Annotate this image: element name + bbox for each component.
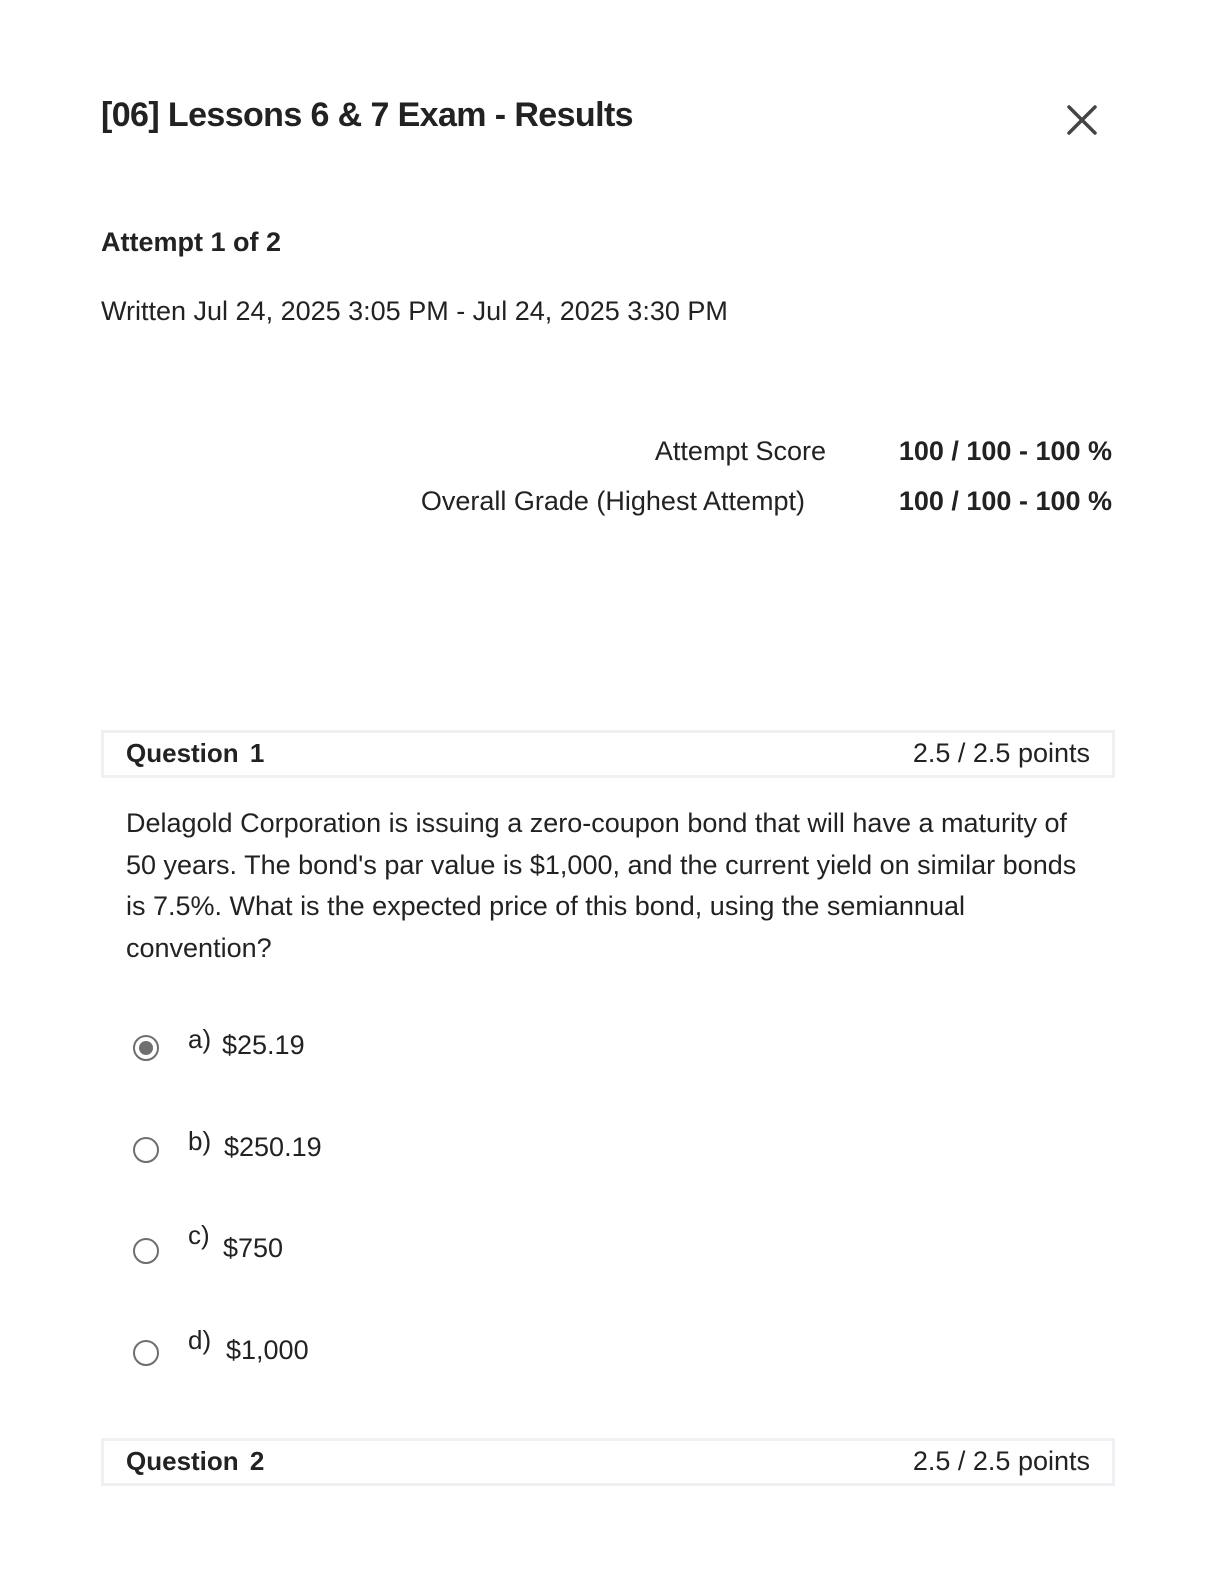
attempt-score-label: Attempt Score [654, 436, 826, 466]
answer-option-b[interactable] [130, 1126, 530, 1176]
overall-grade-label: Overall Grade (Highest Attempt) [420, 486, 805, 516]
attempt-score-value: 100 / 100 - 100 % [898, 436, 1112, 466]
option-letter: c) [188, 1220, 210, 1250]
option-letter: a) [188, 1024, 212, 1054]
question-points: 2.5 / 2.5 points [912, 738, 1090, 768]
question-title: Question 2 [126, 1446, 265, 1476]
attempt-heading: Attempt 1 of 2 [101, 227, 282, 257]
question-1-header [101, 730, 1115, 778]
option-letter: b) [188, 1126, 212, 1156]
overall-grade-value: 100 / 100 - 100 % [898, 486, 1112, 516]
question-2-header [101, 1438, 1115, 1486]
written-timestamp: Written Jul 24, 2025 3:05 PM - Jul 24, 2025 3:30 PM [101, 296, 728, 326]
option-text: $1,000 [226, 1335, 309, 1365]
radio-unselected-icon[interactable] [133, 1340, 159, 1366]
answer-option-c[interactable] [130, 1220, 530, 1277]
option-text: $25.19 [222, 1030, 305, 1060]
radio-selected-icon[interactable] [133, 1035, 159, 1061]
radio-unselected-icon[interactable] [133, 1238, 159, 1264]
option-text: $250.19 [224, 1132, 322, 1162]
question-text: Delagold Corporation is issuing a zero-coupon bond that will have a maturity of 50 years. The bond's par value is $1,000, and the current yield on similar bonds is 7.5%. What is the expected price of this bond, using the semiannual convention? [126, 808, 1077, 964]
question-title: Question 1 [126, 738, 265, 768]
option-text: $750 [223, 1233, 284, 1263]
radio-unselected-icon[interactable] [133, 1137, 159, 1163]
question-points: 2.5 / 2.5 points [912, 1446, 1090, 1476]
option-letter: d) [188, 1325, 212, 1355]
close-icon[interactable] [1062, 100, 1102, 140]
answer-option-a[interactable] [130, 1024, 530, 1074]
answer-option-d[interactable] [130, 1325, 530, 1379]
page-title: [06] Lessons 6 & 7 Exam - Results [101, 96, 633, 134]
